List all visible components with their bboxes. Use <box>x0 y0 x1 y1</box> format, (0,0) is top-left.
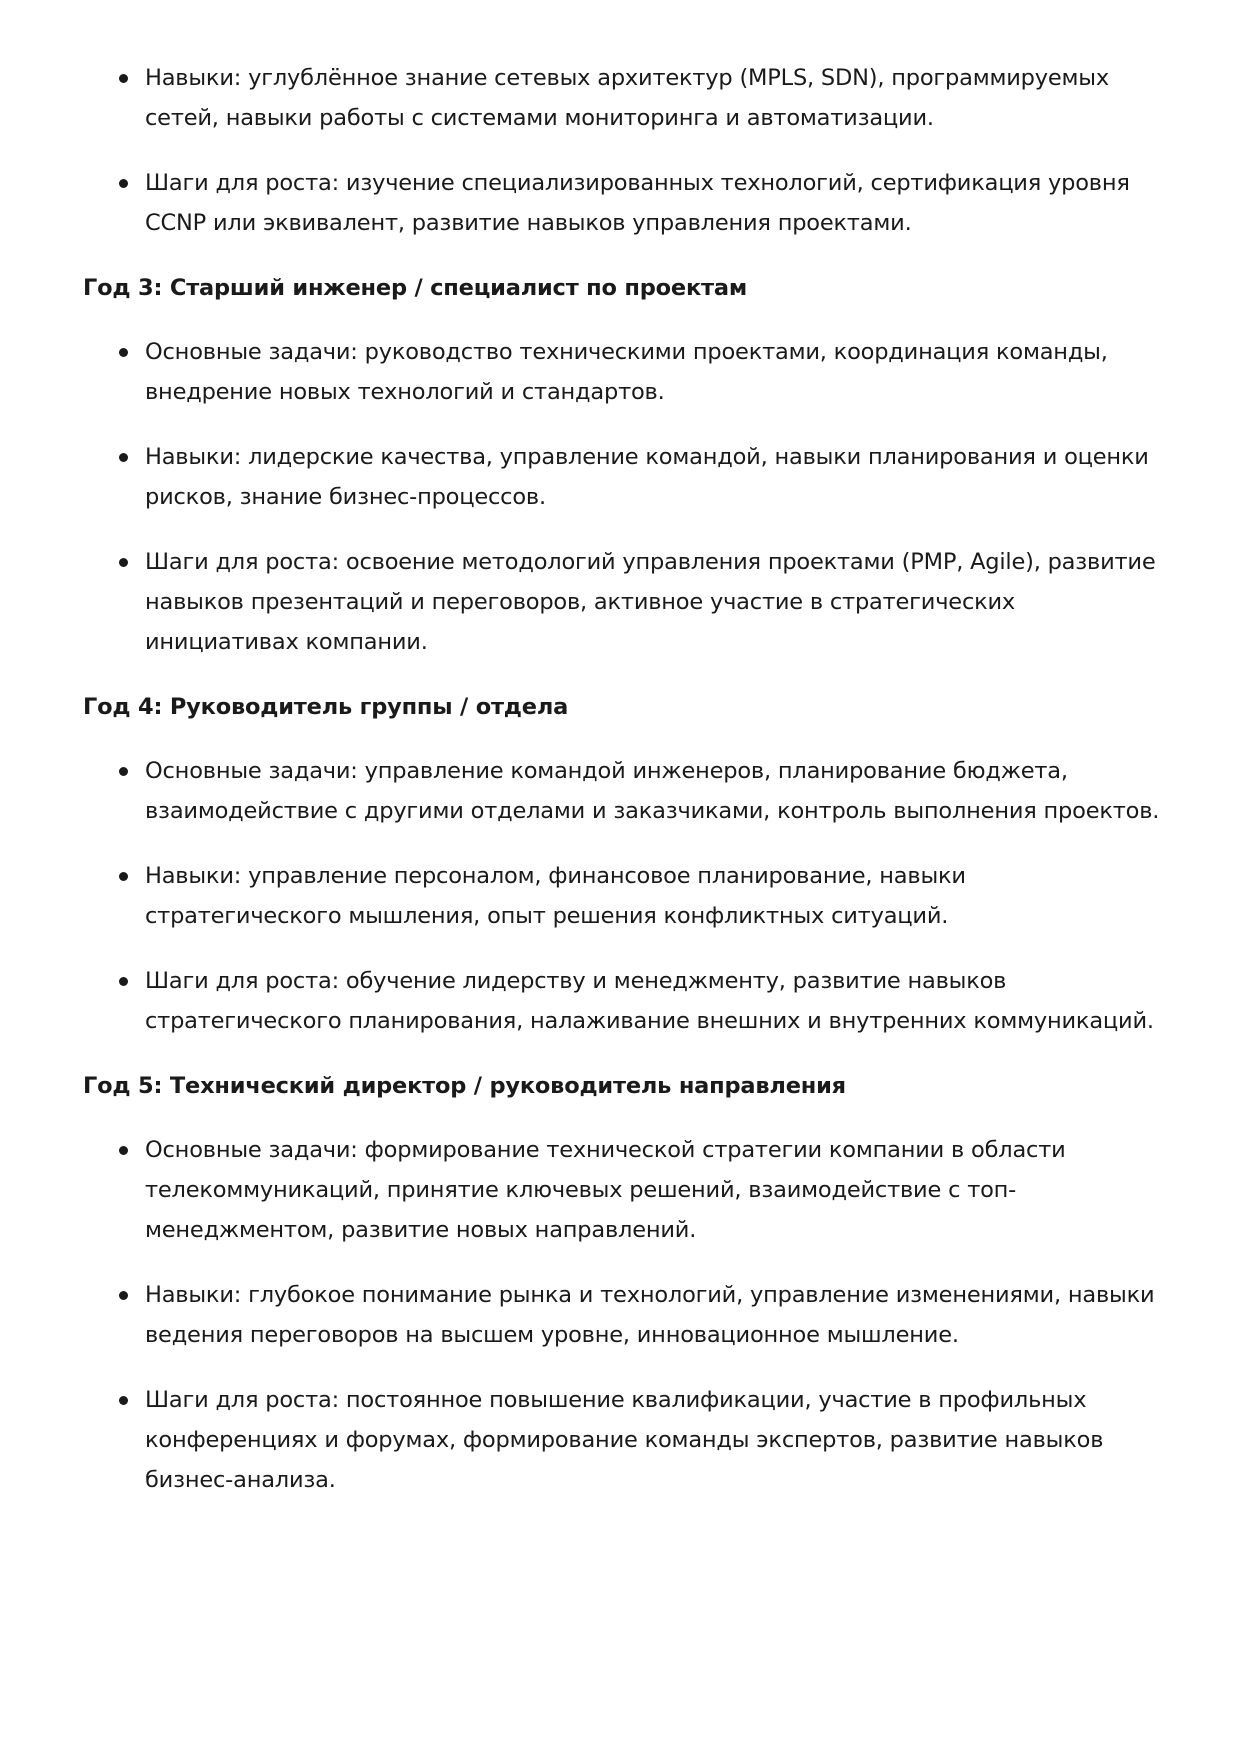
list-item-text: Шаги для роста: освоение методологий управления проектами (PMP, Agile), развитие навыков презентаций и переговоров, активное участие в стратегических инициативах компании. <box>145 549 1156 655</box>
section-year-4 <box>83 687 1163 1041</box>
list-item <box>83 437 1163 517</box>
bullet-icon <box>119 1396 128 1405</box>
bullet-icon <box>119 1146 128 1155</box>
bullet-icon <box>119 767 128 776</box>
bullet-icon <box>119 558 128 567</box>
bullet-list <box>83 58 1163 243</box>
list-item-text: Основные задачи: управление командой инженеров, планирование бюджета, взаимодействие с другими отделами и заказчиками, контроль выполнения проектов. <box>145 758 1160 824</box>
list-item-text: Навыки: лидерские качества, управление командой, навыки планирования и оценки рисков, знание бизнес-процессов. <box>145 444 1149 510</box>
document-body <box>83 58 1163 1525</box>
bullet-icon <box>119 179 128 188</box>
bullet-icon <box>119 1291 128 1300</box>
list-item <box>83 163 1163 243</box>
list-item <box>83 332 1163 412</box>
list-item <box>83 58 1163 138</box>
list-item-text: Навыки: глубокое понимание рынка и технологий, управление изменениями, навыки ведения переговоров на высшем уровне, инновационное мышление. <box>145 1282 1155 1348</box>
list-item <box>83 542 1163 662</box>
list-item-text: Основные задачи: руководство техническими проектами, координация команды, внедрение новых технологий и стандартов. <box>145 339 1108 405</box>
list-item <box>83 1130 1163 1250</box>
list-item <box>83 1380 1163 1500</box>
section-year-3 <box>83 268 1163 662</box>
list-item-text: Шаги для роста: изучение специализированных технологий, сертификация уровня CCNP или эквивалент, развитие навыков управления проектами. <box>145 170 1130 236</box>
section-year-2-continued <box>83 58 1163 243</box>
section-year-5 <box>83 1066 1163 1500</box>
bullet-icon <box>119 74 128 83</box>
bullet-list <box>83 1130 1163 1500</box>
bullet-icon <box>119 977 128 986</box>
list-item <box>83 1275 1163 1355</box>
list-item-text: Навыки: управление персоналом, финансовое планирование, навыки стратегического мышления, опыт решения конфликтных ситуаций. <box>145 863 966 929</box>
list-item-text: Навыки: углублённое знание сетевых архитектур (MPLS, SDN), программируемых сетей, навыки работы с системами мониторинга и автоматизации. <box>145 65 1109 131</box>
list-item-text: Шаги для роста: обучение лидерству и менеджменту, развитие навыков стратегического планирования, налаживание внешних и внутренних коммуникаций. <box>145 968 1154 1034</box>
list-item <box>83 856 1163 936</box>
section-heading: Год 4: Руководитель группы / отдела <box>83 694 569 720</box>
list-item-text: Шаги для роста: постоянное повышение квалификации, участие в профильных конференциях и форумах, формирование команды экспертов, развитие навыков бизнес-анализа. <box>145 1387 1104 1493</box>
section-heading: Год 3: Старший инженер / специалист по проектам <box>83 275 748 301</box>
section-heading: Год 5: Технический директор / руководитель направления <box>83 1073 846 1099</box>
list-item-text: Основные задачи: формирование технической стратегии компании в области телекоммуникаций, принятие ключевых решений, взаимодействие с топ-менеджментом, развитие новых направлений. <box>145 1137 1066 1243</box>
bullet-list <box>83 751 1163 1041</box>
bullet-icon <box>119 872 128 881</box>
list-item <box>83 751 1163 831</box>
bullet-icon <box>119 453 128 462</box>
bullet-list <box>83 332 1163 662</box>
bullet-icon <box>119 348 128 357</box>
list-item <box>83 961 1163 1041</box>
